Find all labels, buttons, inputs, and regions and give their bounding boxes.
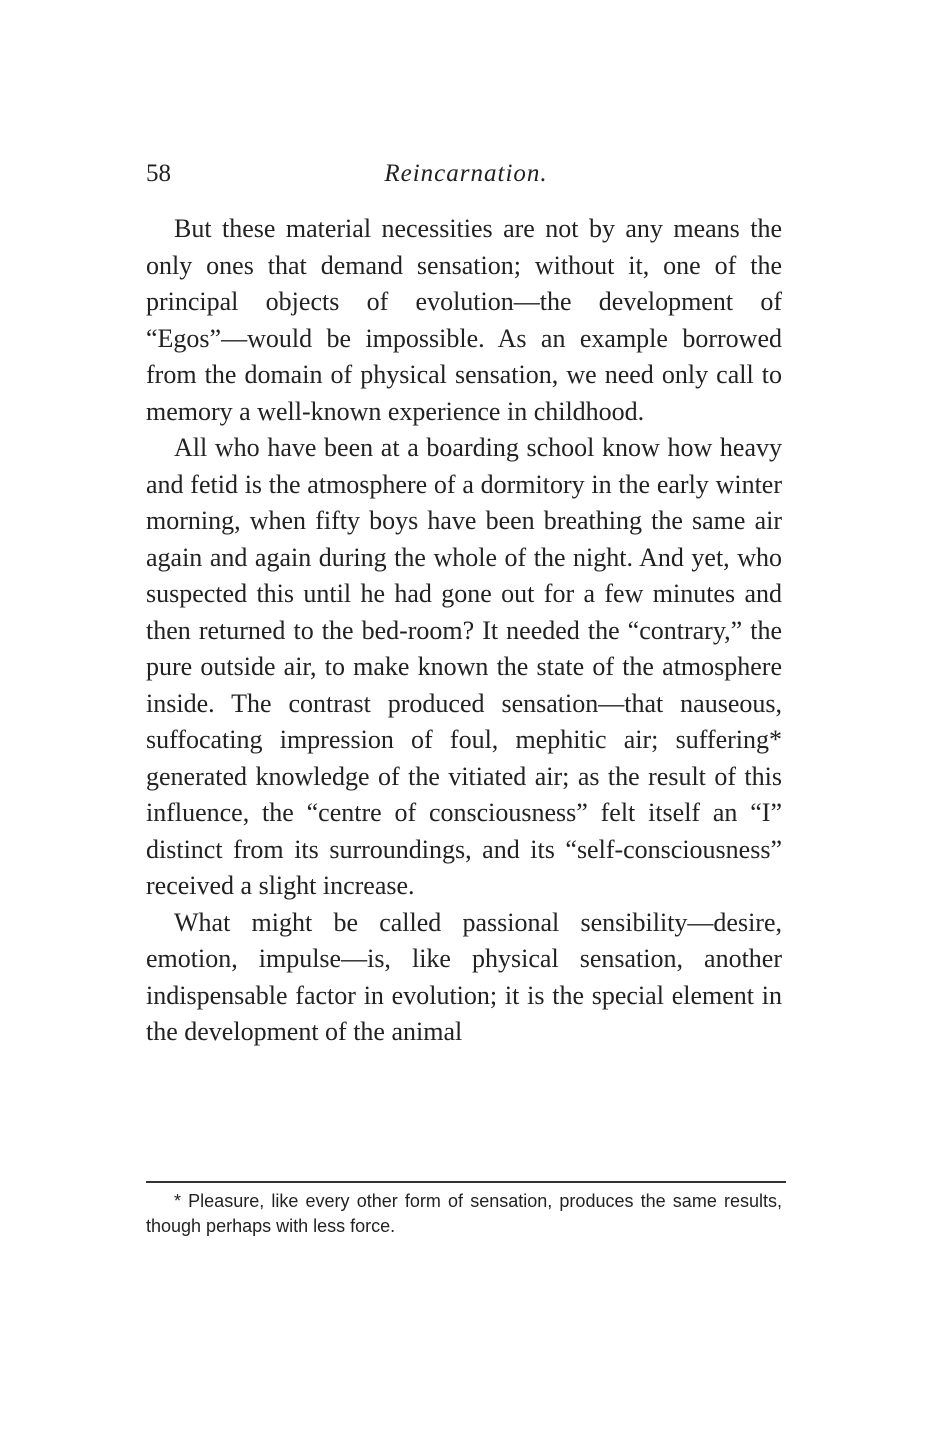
body-text <box>146 211 782 1051</box>
paragraph-2: All who have been at a boarding school know how heavy and fetid is the atmosphere of a dormitory in the early winter morning, when fifty boys have been breathing the same air again and again during the whole of the night. And yet, who suspected this until he had gone out for a few minutes and then returned to the bed-room? It needed the “contrary,” the pure outside air, to make known the state of the atmosphere inside. The contrast produced sensation—that nauseous, suffocating impression of foul, mephitic air; suffering* generated knowledge of the vitiated air; as the result of this influence, the “centre of consciousness” felt itself an “I” distinct from its surroundings, and its “self-consciousness” received a slight increase. <box>146 433 782 900</box>
footnote: * Pleasure, like every other form of sensation, produces the same results, though perhaps with less force. <box>146 1191 782 1236</box>
paragraph-3: What might be called passional sensibility—desire, emotion, impulse—is, like physical sensation, another indispensable factor in evolution; it is the special element in the development of the animal <box>146 907 782 1046</box>
page-number: 58 <box>146 160 171 187</box>
footnote-divider <box>146 1181 786 1183</box>
running-title: Reincarnation. <box>384 160 548 187</box>
page-header <box>146 158 786 190</box>
paragraph-1: But these material necessities are not by any means the only ones that demand sensation; without it, one of the principal objects of evolution—the development of “Egos”—would be impossible. As an example borrowed from the domain of physical sensation, we need only call to memory a well-known experience in childhood. <box>146 214 782 426</box>
